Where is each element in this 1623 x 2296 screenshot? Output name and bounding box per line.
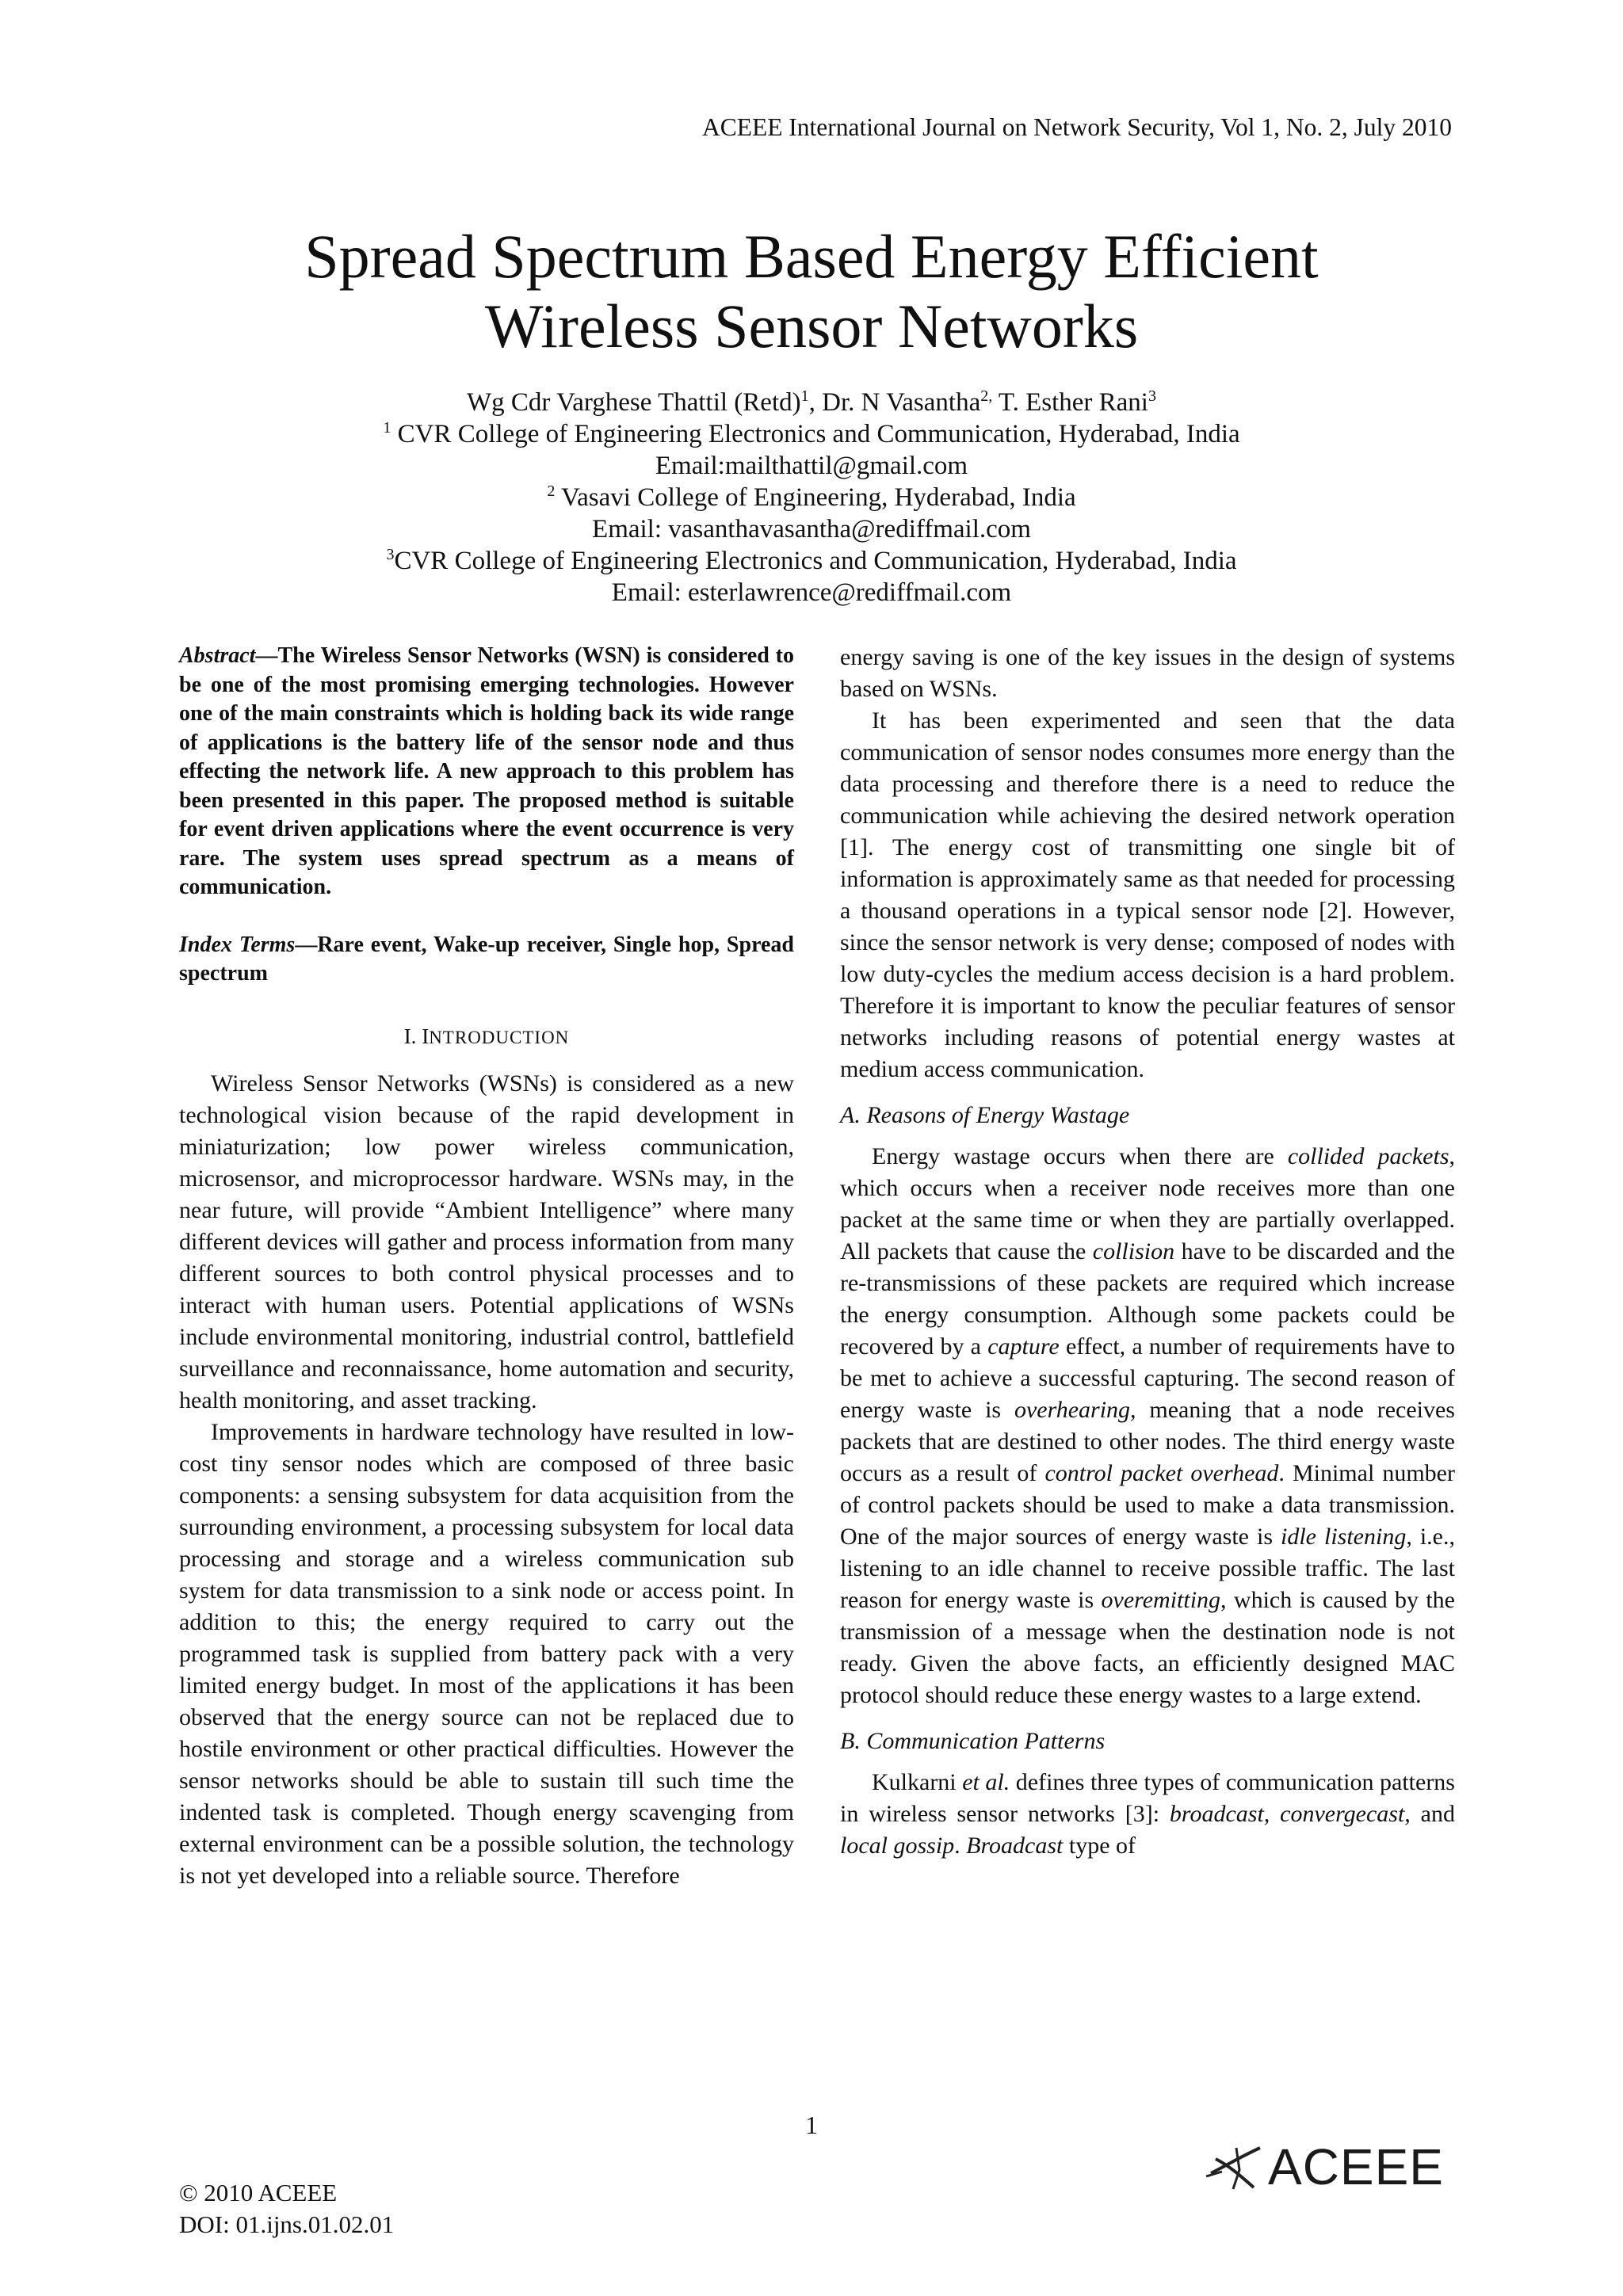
paper-title [158, 222, 1465, 361]
journal-header: ACEEE International Journal on Network Security, Vol 1, No. 2, July 2010 [701, 113, 1452, 141]
email-2: Email: vasanthavasantha@rediffmail.com [592, 515, 1031, 543]
section-heading-introduction: I. INTRODUCTION [403, 1024, 570, 1048]
left-column [179, 642, 794, 1892]
intro-paragraph-1: Wireless Sensor Networks (WSNs) is considered as a new technological vision because of the rapid development in miniaturization; low power wireless communication, microsensor, and microprocessor hardware. WSNs may, in the near future, will provide “Ambient Intelligence” where many different devices will gather and process information from many different sources to both control physical processes and to interact with human users. Potential applications of WSNs include environmental monitoring, industrial control, battlefield surveillance and reconnaissance, home automation and security, health monitoring, and asset tracking. [179, 1070, 794, 1413]
abstract: Abstract—The Wireless Sensor Networks (WSN) is considered to be one of the most promising emerging technologies. However one of the main constraints which is holding back its wide range of applications is the battery life of the sensor node and thus effecting the network life. A new approach to this problem has been presented in this paper. The proposed method is suitable for event driven applications where the event occurrence is very rare. The system uses spread spectrum as a means of communication. [179, 643, 794, 899]
doi-text: DOI: 01.ijns.01.02.01 [179, 2210, 395, 2238]
energy-wastage-paragraph: Energy wastage occurs when there are collided packets, which occurs when a receiver node receives more than one packet at the same time or when they are partially overlapped. All packets that cause the collision have to be discarded and the re-transmissions of these packets are required which increase the energy consumption. Although some packets could be recovered by a capture effect, a number of requirements have to be met to achieve a successful capturing. The second reason of energy waste is overhearing, meaning that a node receives packets that are destined to other nodes. The third energy waste occurs as a result of control packet overhead. Minimal number of control packets should be used to make a data transmission. One of the major sources of energy waste is idle listening, i.e., listening to an idle channel to receive possible traffic. The last reason for energy waste is overemitting, which is caused by the transmission of a message when the destination node is not ready. Given the above facts, an efficiently designed MAC protocol should reduce these energy wastes to a large extend. [840, 1143, 1455, 1708]
author-names: Wg Cdr Varghese Thattil (Retd)$^1$, Dr. N Vasantha$^{2,}$ T. Esther Rani$^3$ [467, 387, 1156, 417]
communication-patterns-paragraph: Kulkarni et al. defines three types of communication patterns in wireless sensor networks [3]: broadcast, convergecast, and local gossip. Broadcast type of [840, 1769, 1455, 1859]
subsection-heading-b: B. Communication Patterns [840, 1728, 1106, 1754]
index-terms: Index Terms—Rare event, Wake-up receiver, Single hop, Spread spectrum [179, 932, 794, 986]
affiliation-1: $^1$ CVR College of Engineering Electronics and Communication, Hyderabad, India [383, 419, 1240, 448]
right-column [840, 642, 1455, 1862]
title-line-2: Wireless Sensor Networks [484, 292, 1139, 360]
affiliation-3: $^3$CVR College of Engineering Electronics and Communication, Hyderabad, India [386, 546, 1237, 575]
intro-paragraph-4: It has been experimented and seen that the data communication of sensor nodes consumes more energy than the data processing and therefore there is a need to reduce the communication while achieving the desired network operation [1]. The energy cost of transmitting one single bit of information is approximately same as that needed for processing a thousand operations in a typical sensor node [2]. However, since the sensor network is very dense; composed of nodes with low duty-cycles the medium access decision is a hard problem. Therefore it is important to know the peculiar features of sensor networks including reasons of potential energy wastes at medium access communication. [840, 707, 1455, 1082]
subsection-heading-a: A. Reasons of Energy Wastage [840, 1102, 1130, 1128]
logo-text: ACEEE [1268, 2138, 1444, 2195]
page-number: 1 [805, 2111, 818, 2139]
aceee-logo-icon [1205, 2142, 1268, 2192]
email-3: Email: esterlawrence@rediffmail.com [611, 578, 1012, 607]
title-line-1: Spread Spectrum Based Energy Efficient [304, 222, 1319, 291]
intro-paragraph-2: Improvements in hardware technology have resulted in low-cost tiny sensor nodes which are composed of three basic components: a sensing subsystem for data acquisition from the surrounding environment, a processing subsystem for local data processing and storage and a wireless communication sub system for data transmission to a sink node or access point. In addition to this; the energy required to carry out the programmed task is supplied from battery pack with a very limited energy budget. In most of the applications it has been observed that the energy source can not be replaced due to hostile environment or other practical difficulties. However the sensor networks should be able to sustain till such time the indented task is completed. Though energy scavenging from external environment can be a possible solution, the technology is not yet developed into a reliable source. Therefore [179, 1418, 794, 1889]
copyright-text: © 2010 ACEEE [179, 2179, 338, 2206]
author-block [158, 387, 1465, 608]
intro-paragraph-3: energy saving is one of the key issues in the design of systems based on WSNs. [840, 644, 1455, 702]
affiliation-2: $^2$ Vasavi College of Engineering, Hyderabad, India [547, 482, 1076, 512]
footer-copyright [179, 2177, 394, 2241]
aceee-logo [1205, 2139, 1458, 2195]
email-1: Email:mailthattil@gmail.com [655, 452, 968, 480]
